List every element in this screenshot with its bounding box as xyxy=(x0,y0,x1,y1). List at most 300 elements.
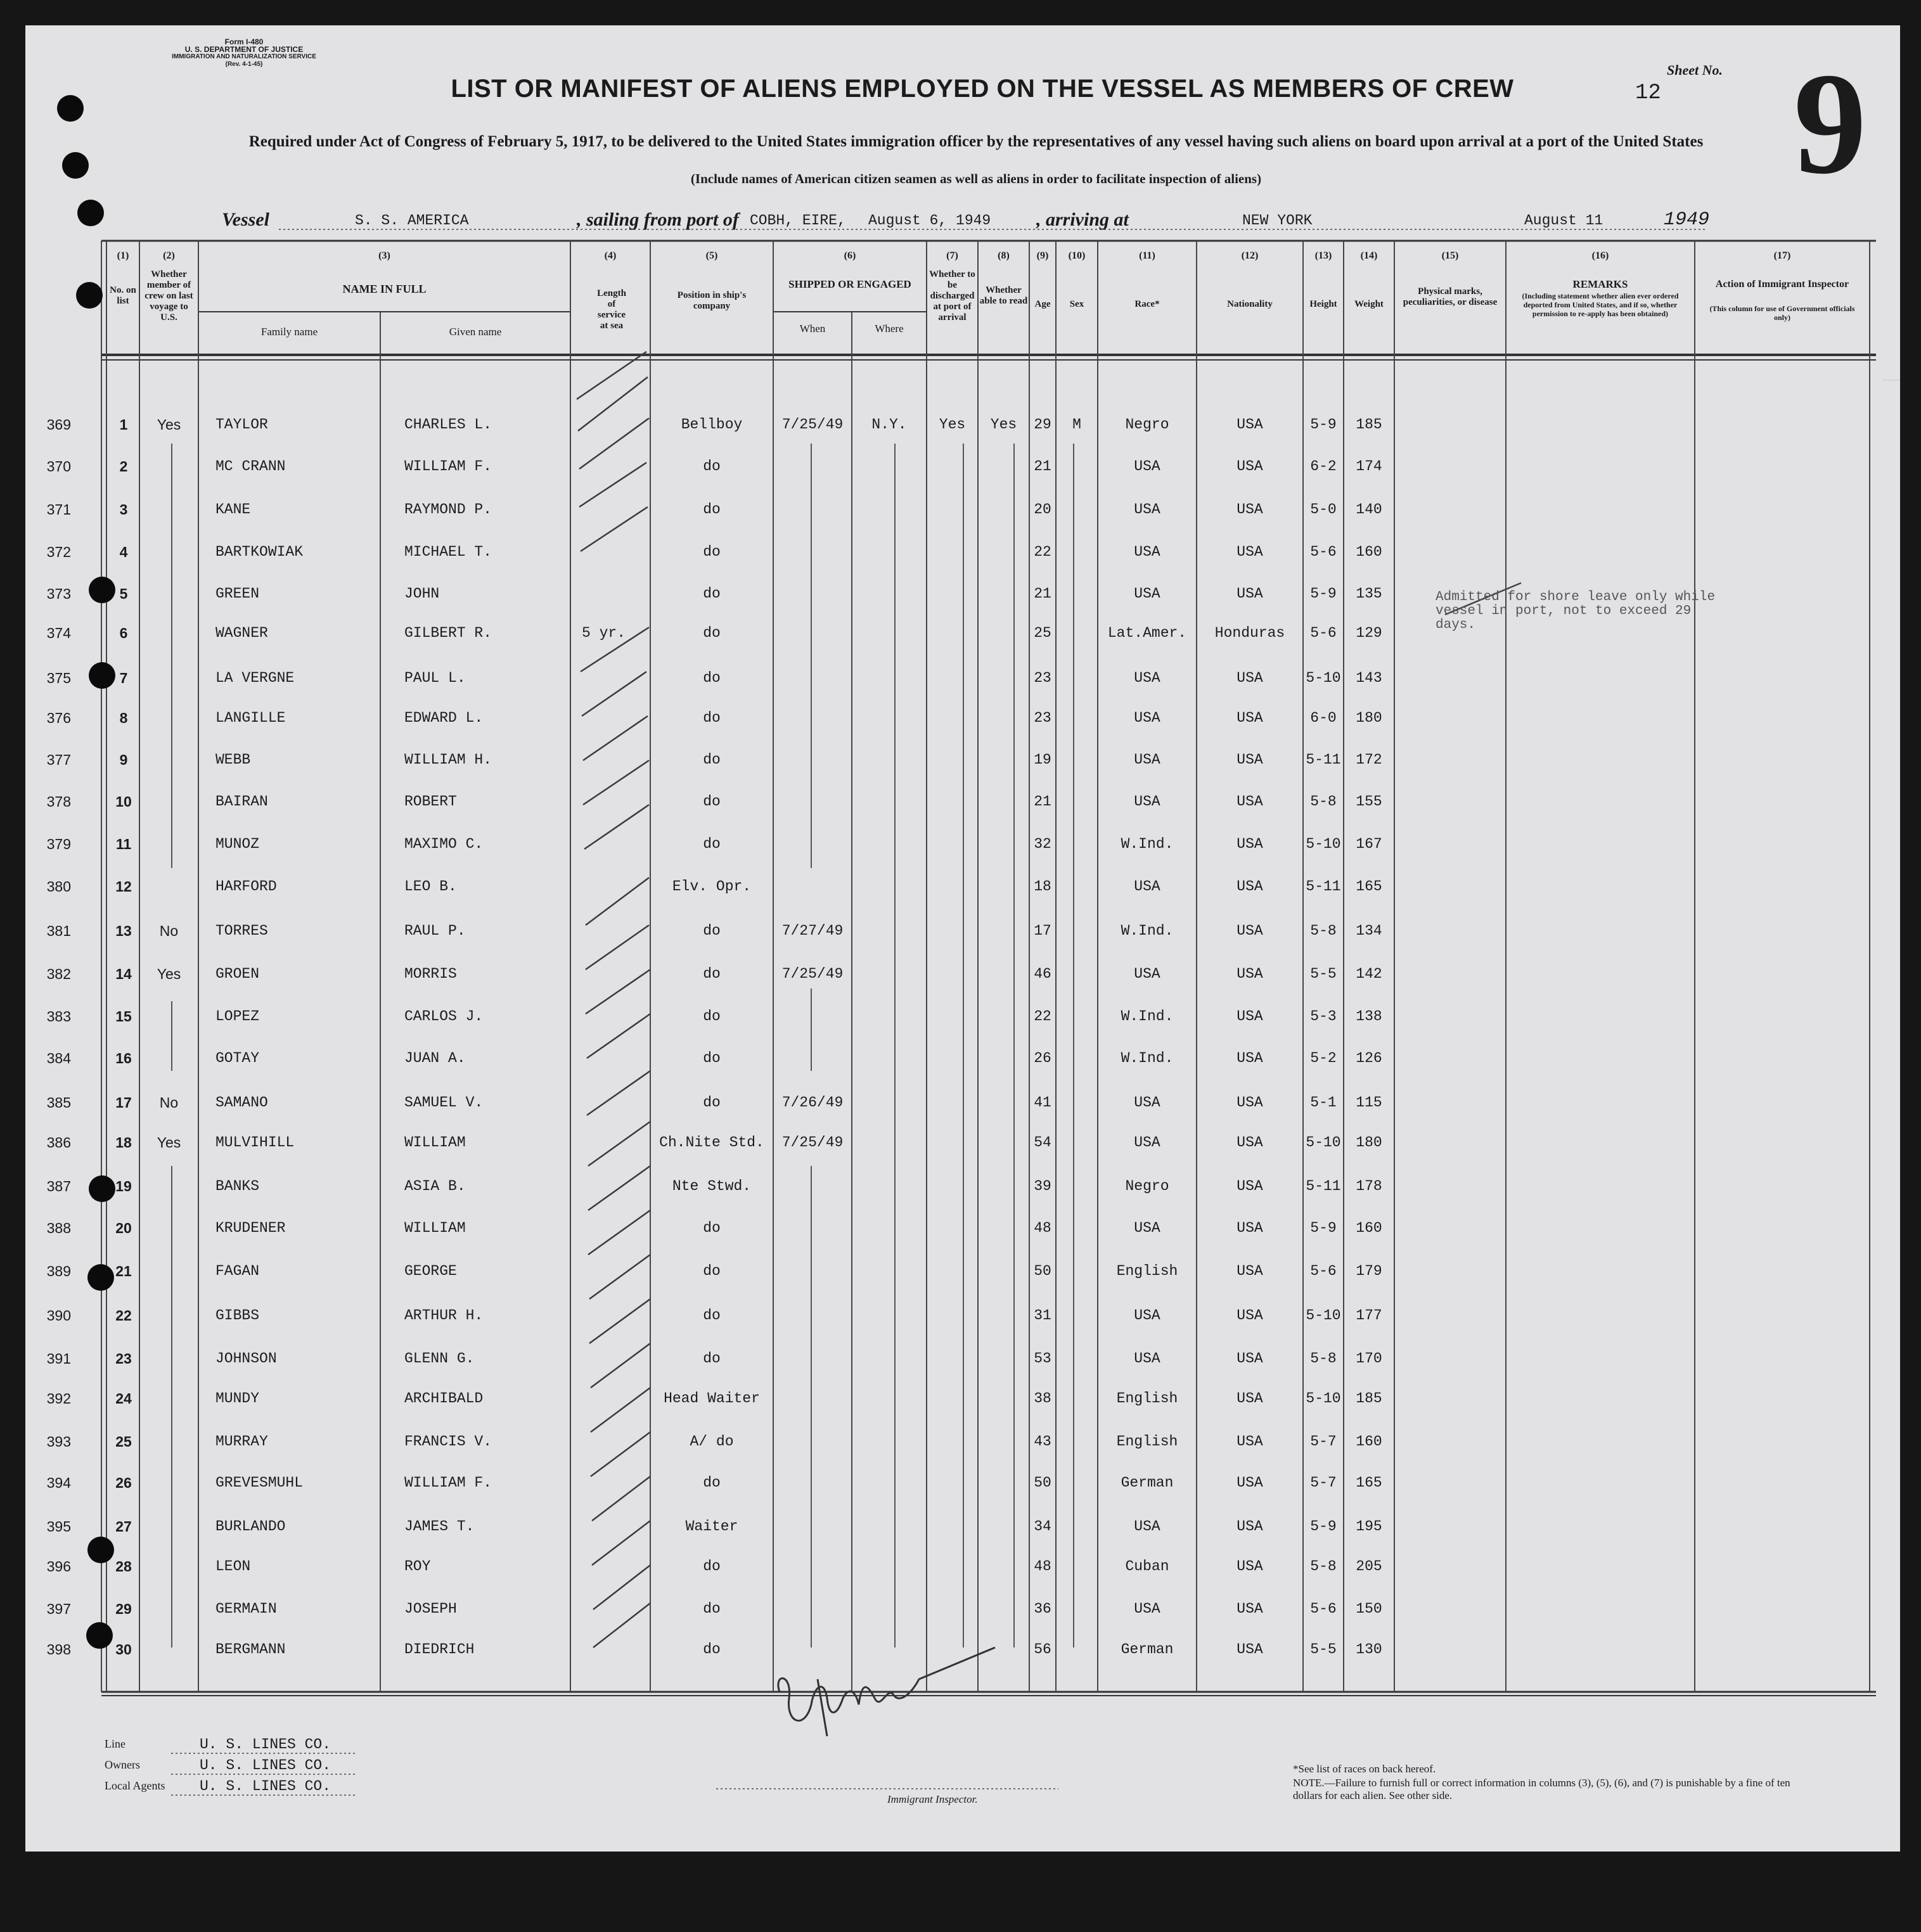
manifest-line-number: 371 xyxy=(46,501,71,518)
age: 29 xyxy=(1034,416,1051,433)
height: 5-7 xyxy=(1310,1475,1337,1491)
list-number: 1 xyxy=(119,416,128,433)
position: Waiter xyxy=(685,1518,738,1535)
race: USA xyxy=(1134,1601,1160,1617)
form-identifier xyxy=(136,38,352,68)
weight: 140 xyxy=(1356,501,1382,518)
service-slash-marks xyxy=(577,352,650,1647)
list-number: 18 xyxy=(115,1134,132,1151)
height: 5-5 xyxy=(1310,966,1337,982)
family-name: MULVIHILL xyxy=(215,1134,295,1151)
nationality: USA xyxy=(1237,710,1263,726)
position: Ch.Nite Std. xyxy=(659,1134,764,1151)
list-number: 15 xyxy=(115,1008,132,1025)
weight: 130 xyxy=(1356,1641,1382,1658)
nationality: USA xyxy=(1237,1178,1263,1194)
manifest-line-number: 393 xyxy=(46,1433,71,1450)
height: 5-8 xyxy=(1310,923,1337,939)
weight: 165 xyxy=(1356,1475,1382,1491)
manifest-line-number: 381 xyxy=(46,923,71,939)
given-name: CHARLES L. xyxy=(404,416,492,433)
race: USA xyxy=(1134,501,1160,518)
sailing-date: August 6, 1949 xyxy=(868,212,991,229)
department: U. S. DEPARTMENT OF JUSTICE xyxy=(184,45,304,54)
list-number: 5 xyxy=(119,585,128,602)
position: do xyxy=(703,752,721,768)
weight: 180 xyxy=(1356,710,1382,726)
manifest-line-number: 398 xyxy=(46,1641,71,1658)
height: 5-2 xyxy=(1310,1050,1337,1066)
list-number: 17 xyxy=(115,1094,132,1111)
manifest-line-number: 391 xyxy=(46,1350,71,1367)
manifest-line-number: 373 xyxy=(46,585,71,602)
family-name: GREVESMUHL xyxy=(215,1475,304,1491)
age: 54 xyxy=(1034,1134,1051,1151)
height: 5-10 xyxy=(1306,1390,1341,1407)
inspector-label: Immigrant Inspector. xyxy=(887,1793,978,1805)
weight: 138 xyxy=(1356,1008,1382,1025)
position: do xyxy=(703,1475,721,1491)
line-label: Line xyxy=(105,1737,125,1750)
list-number: 25 xyxy=(115,1433,132,1450)
nationality: USA xyxy=(1237,1518,1263,1535)
family-name: BERGMANN xyxy=(215,1641,286,1658)
nationality: USA xyxy=(1237,501,1263,518)
col-15-number: (15) xyxy=(1441,250,1459,261)
weight: 143 xyxy=(1356,670,1382,686)
age: 53 xyxy=(1034,1350,1051,1367)
shipped-when: 7/25/49 xyxy=(781,966,844,982)
service-name: IMMIGRATION AND NATURALIZATION SERVICE xyxy=(172,53,316,60)
col-14-label: Weight xyxy=(1354,299,1384,309)
height: 5-11 xyxy=(1306,1178,1341,1194)
weight: 160 xyxy=(1356,544,1382,560)
weight: 170 xyxy=(1356,1350,1382,1367)
list-number: 6 xyxy=(119,625,128,641)
family-name: WEBB xyxy=(215,752,251,768)
age: 22 xyxy=(1034,544,1051,560)
height: 5-6 xyxy=(1310,1601,1337,1617)
shipped-when: 7/26/49 xyxy=(781,1094,844,1111)
race: Lat.Amer. xyxy=(1107,625,1187,641)
col-16-note: (Including statement whether alien ever ordered deported from United States, and if so, whether permission to re-apply has been obtained) xyxy=(1522,291,1679,318)
nationality: USA xyxy=(1237,1601,1263,1617)
arrival-year: 1949 xyxy=(1664,209,1710,231)
act-statement: Required under Act of Congress of February 5, 1917, to be delivered to the United States immigration officer by the representatives of any vessel having such aliens on board upon arrival at a port of the United States xyxy=(248,133,1704,150)
manifest-line-number: 385 xyxy=(46,1094,71,1111)
given-name: CARLOS J. xyxy=(404,1008,484,1025)
family-name: LA VERGNE xyxy=(215,670,295,686)
manifest-line-number: 388 xyxy=(46,1220,71,1236)
prior-voyage: Yes xyxy=(157,1134,181,1151)
col-17-note: (This column for use of Government officials only) xyxy=(1709,304,1855,322)
col-12-label: Nationality xyxy=(1227,299,1273,309)
position: do xyxy=(703,966,721,982)
page-title: LIST OR MANIFEST OF ALIENS EMPLOYED ON THE VESSEL AS MEMBERS OF CREW xyxy=(451,75,1514,103)
family-name: BARTKOWIAK xyxy=(215,544,304,560)
nationality: USA xyxy=(1237,752,1263,768)
prior-voyage: No xyxy=(159,923,179,939)
include-note: (Include names of American citizen seamen as well as aliens in order to facilitate inspection of aliens) xyxy=(690,171,1262,186)
age: 23 xyxy=(1034,710,1051,726)
age: 50 xyxy=(1034,1263,1051,1279)
position: do xyxy=(703,1601,721,1617)
manifest-line-number: 396 xyxy=(46,1558,71,1575)
weight: 180 xyxy=(1356,1134,1382,1151)
weight: 165 xyxy=(1356,878,1382,895)
col-2-number: (2) xyxy=(163,250,175,261)
given-name: DIEDRICH xyxy=(404,1641,475,1658)
list-number: 11 xyxy=(115,836,132,852)
col-1-number: (1) xyxy=(117,250,129,261)
position: do xyxy=(703,585,721,602)
position: do xyxy=(703,1008,721,1025)
list-number: 4 xyxy=(119,544,128,560)
nationality: USA xyxy=(1237,1134,1263,1151)
nationality: USA xyxy=(1237,1390,1263,1407)
race: USA xyxy=(1134,670,1160,686)
list-number: 8 xyxy=(119,710,128,726)
position: Head Waiter xyxy=(664,1390,760,1407)
manifest-line-number: 377 xyxy=(46,752,71,768)
position: Elv. Opr. xyxy=(672,878,752,895)
race: German xyxy=(1121,1641,1174,1658)
family-name: FAGAN xyxy=(215,1263,260,1279)
race: USA xyxy=(1134,878,1160,895)
nationality: USA xyxy=(1237,878,1263,895)
position: do xyxy=(703,1307,721,1324)
given-name: GEORGE xyxy=(404,1263,457,1279)
given-name: MICHAEL T. xyxy=(404,544,492,560)
nationality: USA xyxy=(1237,1350,1263,1367)
family-name: MUNOZ xyxy=(215,836,260,852)
race: USA xyxy=(1134,1307,1160,1324)
list-number: 2 xyxy=(119,458,128,475)
given-name: JOHN xyxy=(404,585,440,602)
col-8-label: Whether able to read xyxy=(979,285,1028,306)
family-name-header: Family name xyxy=(260,326,318,338)
vessel-name: S. S. AMERICA xyxy=(355,212,469,229)
given-name: MAXIMO C. xyxy=(404,836,484,852)
weight: 174 xyxy=(1356,458,1382,475)
age: 21 xyxy=(1034,585,1051,602)
col-3-number: (3) xyxy=(378,250,390,261)
height: 5-7 xyxy=(1310,1433,1337,1450)
age: 25 xyxy=(1034,625,1051,641)
position: do xyxy=(703,710,721,726)
nationality: USA xyxy=(1237,1263,1263,1279)
col-12-number: (12) xyxy=(1241,250,1259,261)
weight: 172 xyxy=(1356,752,1382,768)
age: 21 xyxy=(1034,458,1051,475)
given-name: ASIA B. xyxy=(404,1178,466,1194)
age: 32 xyxy=(1034,836,1051,852)
nationality: USA xyxy=(1237,1641,1263,1658)
given-name: WILLIAM H. xyxy=(404,752,492,768)
family-name: MC CRANN xyxy=(215,458,286,475)
given-name: MORRIS xyxy=(404,966,457,982)
age: 36 xyxy=(1034,1601,1051,1617)
col-6-label: SHIPPED OR ENGAGED xyxy=(788,278,911,290)
departure-port: COBH, EIRE, xyxy=(750,212,846,229)
shipped-when: 7/25/49 xyxy=(781,416,844,433)
nationality: USA xyxy=(1237,544,1263,560)
owners-value: U. S. LINES CO. xyxy=(200,1757,331,1774)
height: 5-9 xyxy=(1310,1220,1337,1236)
nationality: Honduras xyxy=(1214,625,1285,641)
col-11-number: (11) xyxy=(1139,250,1155,261)
position: do xyxy=(703,1350,721,1367)
col-7-number: (7) xyxy=(946,250,958,261)
race: USA xyxy=(1134,1094,1160,1111)
form-number: Form I-480 xyxy=(224,37,264,46)
race: W.Ind. xyxy=(1121,1050,1174,1066)
list-number: 22 xyxy=(115,1307,132,1324)
col-5-number: (5) xyxy=(705,250,718,261)
height: 5-9 xyxy=(1310,416,1337,433)
height: 5-8 xyxy=(1310,1350,1337,1367)
agents-label: Local Agents xyxy=(105,1779,165,1792)
nationality: USA xyxy=(1237,793,1263,810)
position: do xyxy=(703,1263,721,1279)
given-name: EDWARD L. xyxy=(404,710,484,726)
height: 5-8 xyxy=(1310,793,1337,810)
position: do xyxy=(703,1641,721,1658)
age: 21 xyxy=(1034,793,1051,810)
manifest-line-number: 389 xyxy=(46,1263,71,1279)
given-name: WILLIAM F. xyxy=(404,1475,492,1491)
list-number: 21 xyxy=(115,1263,132,1279)
able-to-read: Yes xyxy=(990,416,1017,433)
punch-hole xyxy=(77,200,104,226)
age: 20 xyxy=(1034,501,1051,518)
vessel-label: Vessel xyxy=(222,209,269,230)
weight: 150 xyxy=(1356,1601,1382,1617)
weight: 142 xyxy=(1356,966,1382,982)
col-17-label: Action of Immigrant Inspector xyxy=(1715,279,1849,290)
col-15-label: Physical marks, peculiarities, or disease xyxy=(1403,286,1498,307)
remarks-note: Admitted for shore leave only while vessel in port, not to exceed 29 days. xyxy=(1436,590,1716,632)
list-number: 14 xyxy=(115,966,132,982)
given-name-header: Given name xyxy=(449,326,502,338)
nationality: USA xyxy=(1237,458,1263,475)
position: A/ do xyxy=(690,1433,734,1450)
nationality: USA xyxy=(1237,836,1263,852)
race: Negro xyxy=(1125,1178,1169,1194)
prior-voyage: Yes xyxy=(157,966,181,982)
family-name: LEON xyxy=(215,1558,251,1575)
height: 5-11 xyxy=(1306,878,1341,895)
age: 38 xyxy=(1034,1390,1051,1407)
col-6-number: (6) xyxy=(844,250,856,261)
col-1-label: No. on list xyxy=(110,285,136,306)
arrival-port: NEW YORK xyxy=(1242,212,1313,229)
height: 5-6 xyxy=(1310,625,1337,641)
nationality: USA xyxy=(1237,670,1263,686)
col-16-number: (16) xyxy=(1591,250,1609,261)
list-number: 7 xyxy=(119,670,128,686)
position: do xyxy=(703,625,721,641)
col-14-number: (14) xyxy=(1360,250,1378,261)
sex: M xyxy=(1072,416,1081,433)
list-number: 19 xyxy=(115,1178,132,1194)
nationality: USA xyxy=(1237,585,1263,602)
family-name: TORRES xyxy=(215,923,268,939)
ditto-lines xyxy=(172,444,1074,1647)
age: 19 xyxy=(1034,752,1051,768)
height: 5-11 xyxy=(1306,752,1341,768)
given-name: RAUL P. xyxy=(404,923,466,939)
age: 31 xyxy=(1034,1307,1051,1324)
shipped-when: 7/27/49 xyxy=(781,923,844,939)
age: 56 xyxy=(1034,1641,1051,1658)
position: do xyxy=(703,1050,721,1066)
shipped-when-header: When xyxy=(799,323,826,335)
manifest-line-number: 390 xyxy=(46,1307,71,1324)
race: USA xyxy=(1134,544,1160,560)
col-9-label: Age xyxy=(1034,299,1051,309)
position: do xyxy=(703,836,721,852)
race: English xyxy=(1116,1433,1178,1450)
sheet-number: 12 xyxy=(1635,81,1661,105)
col-8-number: (8) xyxy=(998,250,1010,261)
given-name: WILLIAM F. xyxy=(404,458,492,475)
list-number: 28 xyxy=(115,1558,132,1575)
given-name: WILLIAM xyxy=(404,1220,466,1236)
weight: 160 xyxy=(1356,1220,1382,1236)
height: 5-3 xyxy=(1310,1008,1337,1025)
race: USA xyxy=(1134,458,1160,475)
given-name: ARCHIBALD xyxy=(404,1390,484,1407)
col-2-label: Whether member of crew on last voyage to U.S. xyxy=(145,269,193,323)
race: USA xyxy=(1134,1220,1160,1236)
manifest-line-number: 384 xyxy=(46,1050,71,1066)
race: USA xyxy=(1134,752,1160,768)
list-number: 13 xyxy=(115,923,132,939)
list-number: 12 xyxy=(115,878,132,895)
manifest-line-number: 380 xyxy=(46,878,71,895)
height: 5-10 xyxy=(1306,670,1341,686)
list-number: 29 xyxy=(115,1601,132,1617)
weight: 155 xyxy=(1356,793,1382,810)
family-name: LANGILLE xyxy=(215,710,286,726)
manifest-line-number: 397 xyxy=(46,1601,71,1617)
height: 5-10 xyxy=(1306,836,1341,852)
race: USA xyxy=(1134,1518,1160,1535)
position: do xyxy=(703,923,721,939)
height: 5-9 xyxy=(1310,1518,1337,1535)
punch-hole xyxy=(76,282,103,309)
height: 5-5 xyxy=(1310,1641,1337,1658)
col-10-number: (10) xyxy=(1068,250,1086,261)
family-name: MURRAY xyxy=(215,1433,268,1450)
position: do xyxy=(703,1558,721,1575)
weight: 160 xyxy=(1356,1433,1382,1450)
height: 5-9 xyxy=(1310,585,1337,602)
age: 17 xyxy=(1034,923,1051,939)
manifest-line-number: 370 xyxy=(46,458,71,475)
given-name: WILLIAM xyxy=(404,1134,466,1151)
manifest-sheet xyxy=(25,25,1900,1852)
height: 5-1 xyxy=(1310,1094,1337,1111)
weight: 205 xyxy=(1356,1558,1382,1575)
nationality: USA xyxy=(1237,1094,1263,1111)
manifest-line-number: 387 xyxy=(46,1178,71,1194)
punch-hole xyxy=(57,95,84,122)
manifest-line-number: 379 xyxy=(46,836,71,852)
family-name: GOTAY xyxy=(215,1050,260,1066)
list-number: 3 xyxy=(119,501,128,518)
given-name: GILBERT R. xyxy=(404,625,492,641)
weight: 115 xyxy=(1356,1094,1382,1111)
race: W.Ind. xyxy=(1121,836,1174,852)
weight: 126 xyxy=(1356,1050,1382,1066)
family-name: GERMAIN xyxy=(215,1601,277,1617)
list-number: 26 xyxy=(115,1475,132,1491)
arriving-label: , arriving at xyxy=(1036,209,1129,230)
race: English xyxy=(1116,1263,1178,1279)
col-4-label: Length of service at sea xyxy=(597,288,626,331)
nationality: USA xyxy=(1237,416,1263,433)
list-number: 9 xyxy=(119,752,128,768)
given-name: JOSEPH xyxy=(404,1601,457,1617)
weight: 134 xyxy=(1356,923,1382,939)
weight: 177 xyxy=(1356,1307,1382,1324)
position: do xyxy=(703,544,721,560)
manifest-line-number: 395 xyxy=(46,1518,71,1535)
age: 48 xyxy=(1034,1220,1051,1236)
race: USA xyxy=(1134,585,1160,602)
manifest-line-number: 374 xyxy=(46,625,71,641)
nationality: USA xyxy=(1237,1008,1263,1025)
family-name: SAMANO xyxy=(215,1094,268,1111)
given-name: JAMES T. xyxy=(404,1518,475,1535)
family-name: KANE xyxy=(215,501,251,518)
nationality: USA xyxy=(1237,1475,1263,1491)
age: 41 xyxy=(1034,1094,1051,1111)
height: 6-0 xyxy=(1310,710,1337,726)
nationality: USA xyxy=(1237,1307,1263,1324)
nationality: USA xyxy=(1237,1558,1263,1575)
list-number: 10 xyxy=(115,793,132,810)
agents-value: U. S. LINES CO. xyxy=(200,1778,331,1794)
race: USA xyxy=(1134,966,1160,982)
race: Cuban xyxy=(1125,1558,1169,1575)
manifest-line-number: 394 xyxy=(46,1475,71,1491)
discharge: Yes xyxy=(939,416,966,433)
race: USA xyxy=(1134,1350,1160,1367)
manifest-line-number: 369 xyxy=(46,416,71,433)
race: English xyxy=(1116,1390,1178,1407)
manifest-line-number: 383 xyxy=(46,1008,71,1025)
weight: 195 xyxy=(1356,1518,1382,1535)
height: 5-0 xyxy=(1310,501,1337,518)
col-17-number: (17) xyxy=(1773,250,1791,261)
races-note: *See list of races on back hereof. xyxy=(1293,1763,1436,1775)
family-name: GREEN xyxy=(215,585,260,602)
age: 34 xyxy=(1034,1518,1051,1535)
family-name: BURLANDO xyxy=(215,1518,286,1535)
given-name: FRANCIS V. xyxy=(404,1433,492,1450)
height: 5-6 xyxy=(1310,544,1337,560)
given-name: ARTHUR H. xyxy=(404,1307,484,1324)
given-name: ROY xyxy=(404,1558,431,1575)
given-name: GLENN G. xyxy=(404,1350,475,1367)
line-value: U. S. LINES CO. xyxy=(200,1736,331,1753)
given-name: PAUL L. xyxy=(404,670,466,686)
height: 6-2 xyxy=(1310,458,1337,475)
family-name: HARFORD xyxy=(215,878,277,895)
